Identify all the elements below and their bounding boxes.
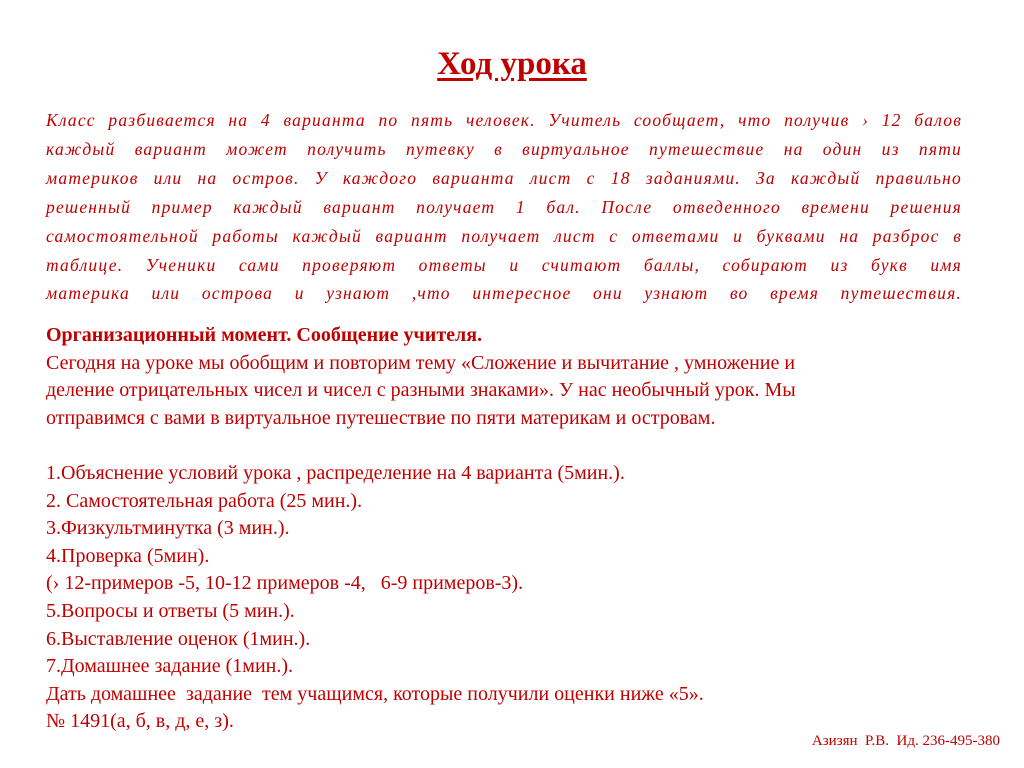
author-footer: Азизян Р.В. Ид. 236-495-380 — [811, 733, 1000, 749]
plan-item: 3.Физкультминутка (3 мин.). — [46, 517, 290, 540]
spacer — [46, 432, 986, 460]
page-title: Ход урока — [437, 46, 587, 82]
intro-line: каждый вариант может получить путевку в виртуальное путешествие на один из пяти — [46, 138, 962, 159]
section-paragraph-line: Сегодня на уроке мы обобщим и повторим тему «Сложение и вычитание , умножение и — [46, 351, 796, 374]
plan-item: № 1491(а, б, в, д, е, з). — [46, 710, 234, 733]
plan-item: 6.Выставление оценок (1мин.). — [46, 627, 311, 650]
intro-line: решенный пример каждый вариант получает 1 бал. После отведенного времени решения — [46, 196, 962, 217]
plan-item: 1.Объяснение условий урока , распределение на 4 варианта (5мин.). — [46, 461, 625, 484]
plan-item: 2. Самостоятельная работа (25 мин.). — [46, 489, 363, 512]
intro-line: самостоятельной работы каждый вариант получает лист с ответами и буквами на разброс в — [46, 225, 962, 246]
plan-item: Дать домашнее задание тем учащимся, которые получили оценки ниже «5». — [46, 682, 704, 705]
section-paragraph-line: отправимся с вами в виртуальное путешествие по пяти материкам и островам. — [46, 406, 716, 429]
plan-item: 7.Домашнее задание (1мин.). — [46, 655, 294, 678]
intro-line: таблице. Ученики сами проверяют ответы и считают баллы, собирают из букв имя — [46, 254, 962, 275]
intro-line: материка или острова и узнают ,что интересное они узнают во время путешествия. — [46, 283, 962, 304]
intro-paragraph — [46, 106, 962, 308]
plan-item: (› 12-примеров -5, 10-12 примеров -4, 6-9 примеров-3). — [46, 572, 524, 595]
plan-item: 5.Вопросы и ответы (5 мин.). — [46, 599, 295, 622]
intro-line: материков или на остров. У каждого варианта лист с 18 заданиями. За каждый правильно — [46, 167, 962, 188]
intro-line: Класс разбивается на 4 варианта по пять человек. Учитель сообщает, что получив › 12 балов — [46, 110, 962, 130]
section-paragraph-line: деление отрицательных чисел и чисел с разными знаками». У нас необычный урок. Мы — [46, 379, 796, 402]
section-heading: Организационный момент. Сообщение учителя. — [46, 324, 483, 346]
lesson-plan — [46, 322, 986, 736]
plan-item: 4.Проверка (5мин). — [46, 544, 210, 567]
